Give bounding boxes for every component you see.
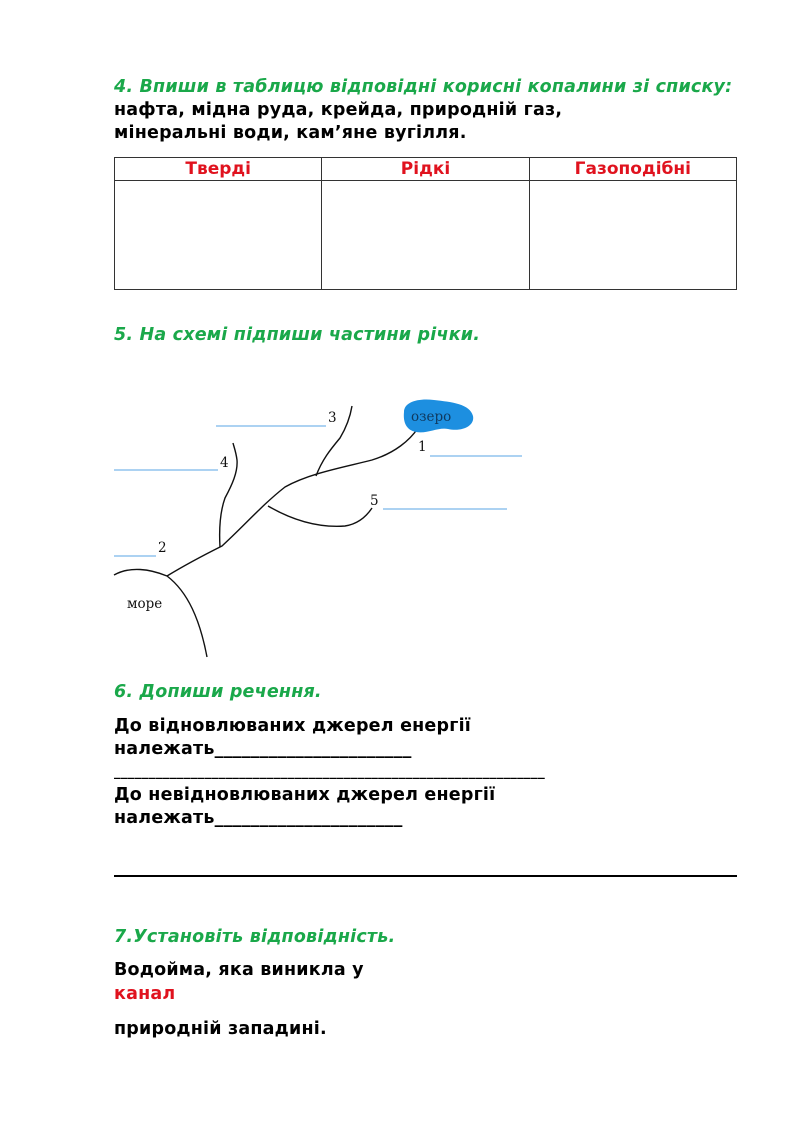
minerals-table: [114, 157, 737, 290]
answer-cell-solid[interactable]: [115, 181, 322, 290]
river-main-stem: [167, 428, 418, 576]
column-header-gas: Газоподібні: [529, 158, 736, 181]
sea-label: море: [127, 596, 163, 612]
task4-title: 4. Впиши в таблицю відповідні корисні копалини зі списку:: [114, 77, 733, 97]
task4-instruction: [114, 76, 754, 145]
answer-rule: [114, 875, 737, 877]
task7-line1: Водойма, яка виникла у: [114, 960, 364, 980]
task7-answer: канал: [114, 984, 176, 1004]
task6-title: 6. Допиши речення.: [114, 682, 322, 702]
task6-text: [114, 715, 754, 830]
number-2-label: 2: [158, 540, 167, 556]
task6-line3[interactable]: ______________________________________________________________: [114, 764, 545, 780]
task4-list-line2: мінеральні води, кам’яне вугілля.: [114, 123, 467, 143]
task7-line2: природній западині.: [114, 1019, 327, 1039]
answer-cell-liquid[interactable]: [322, 181, 529, 290]
river-tributary-5: [268, 506, 372, 526]
task4-list-line1: нафта, мідна руда, крейда, природній газ,: [114, 100, 563, 120]
river-diagram: [110, 395, 530, 660]
number-3-label: 3: [328, 410, 337, 426]
column-header-solid: Тверді: [115, 158, 322, 181]
answer-cell-gas[interactable]: [529, 181, 736, 290]
task6-line5[interactable]: належать_____________________: [114, 808, 403, 828]
task6-line4: До невідновлюваних джерел енергії: [114, 785, 496, 805]
number-4-label: 4: [220, 455, 229, 471]
task6-line2[interactable]: належать______________________: [114, 739, 412, 759]
number-1-label: 1: [418, 439, 427, 455]
task5-title: 5. На схемі підпиши частини річки.: [114, 325, 481, 345]
number-5-label: 5: [370, 493, 379, 509]
table-row: [115, 181, 737, 290]
sea-coastline: [114, 569, 207, 657]
task7-title: 7.Установіть відповідність.: [114, 927, 396, 947]
task6-line1: До відновлюваних джерел енергії: [114, 716, 471, 736]
column-header-liquid: Рідкі: [322, 158, 529, 181]
lake-label: озеро: [411, 409, 452, 425]
table-header-row: [115, 158, 737, 181]
